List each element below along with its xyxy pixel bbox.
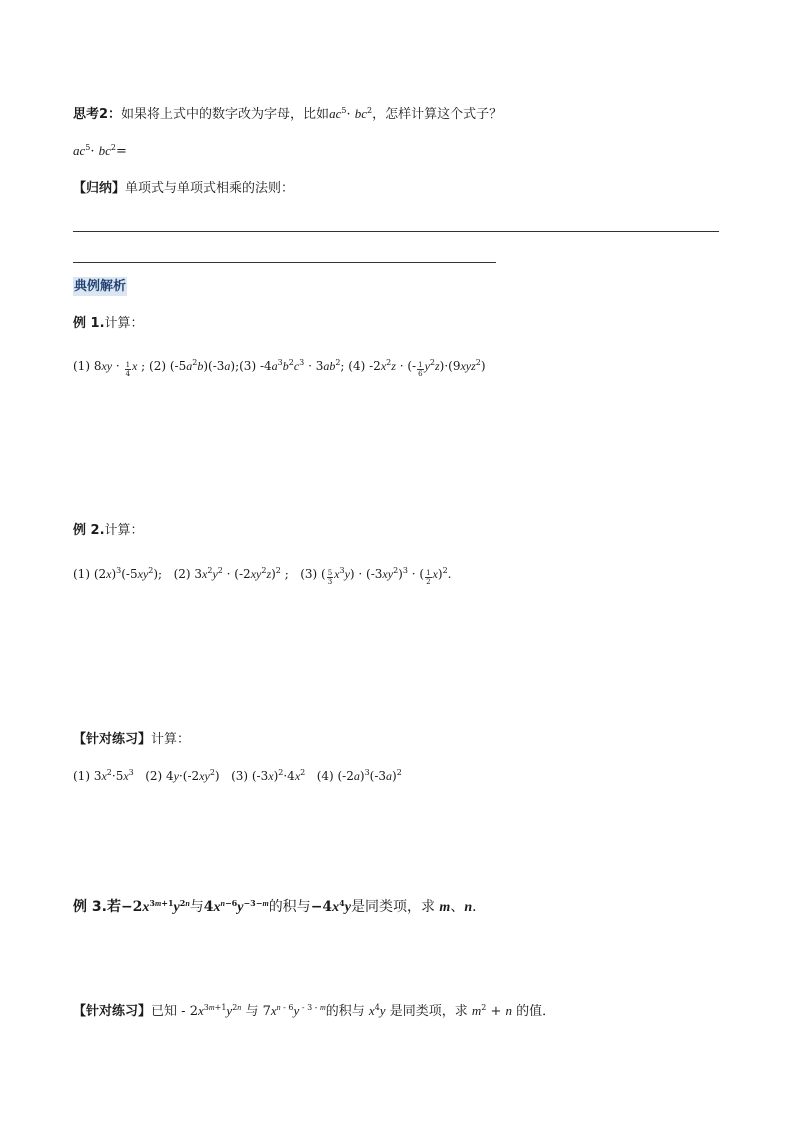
example2-label: 例 2. (73, 523, 105, 538)
example1-label: 例 1. (73, 316, 105, 331)
think2-answer: $ac^5\cdot bc^2=$ (73, 143, 127, 159)
practice1-prompt: 计算： (151, 732, 191, 747)
practice2-label: 【针对练习】 (73, 1004, 152, 1019)
practice2-line: 【针对练习】已知 - $2x^{3m+1}y^{2n}$ 与 $7x^{n - 6}y$ $^{- 3 - m}$的积与 $x^4y$ 是同类项，求 $m^2 + n$ 的值． (73, 1003, 556, 1019)
section-title: 典例解析 (74, 279, 127, 294)
practice1-label: 【针对练习】 (73, 732, 152, 747)
example3-label: 例 3. (73, 899, 107, 915)
example1-heading (73, 315, 144, 333)
answer-blank-line-1 (73, 231, 719, 232)
practice1-item-3: (3) $(-3x)^2\cdot 4x^2$ (231, 768, 306, 783)
think2-text-end: ，怎样计算这个式子？ (372, 107, 503, 122)
example2-item-1: (1) $(2x)^3(-5xy^2)$; (73, 566, 163, 581)
example2-heading (73, 522, 144, 540)
think2-line (73, 105, 502, 124)
practice1-item-2: (2) $4y\cdot(-2xy^2)$ (145, 768, 220, 783)
example1-item-3: (3) $-4a^3b^2c^3 \cdot 3ab^2$; (239, 358, 345, 373)
example2-prompt: 计算： (104, 523, 144, 538)
answer-blank-line-2 (73, 262, 496, 263)
example2-items (73, 565, 451, 586)
think2-expr: $ac^5\cdot bc^2$ (329, 106, 373, 122)
practice1-item-4: (4) $(-2a)^3(-3a)^2$ (316, 768, 402, 783)
example1-item-1: (1) 8xy · $\frac{1}{4}$ x ; (73, 359, 146, 378)
think2-text: 如果将上式中的数字改为字母，比如 (121, 107, 330, 122)
summary-text: 单项式与单项式相乘的法则： (125, 181, 295, 196)
summary-label: 【归纳】 (73, 181, 126, 196)
section-title-line (73, 278, 127, 296)
example3-line: 例 3.若$-2x^{3m+1}y^{2n}$与$4x^{n-6}y^{-3-m}$的积与$-4x^4y$是同类项，求 m、n． (73, 898, 487, 915)
practice1-heading (73, 731, 190, 749)
practice1-item-1: (1) $3x^2\cdot 5x^3$ (73, 768, 134, 783)
example1-prompt: 计算： (104, 316, 144, 331)
think2-label: 思考2： (73, 107, 122, 122)
summary-line (73, 180, 294, 198)
example1-item-2: (2) $(-5a^2b)(-3a)$; (149, 358, 240, 373)
example2-item-3: (3) ( $\frac{5}{3}$ $x^3y) \cdot (-3xy^2)^3$ · ( $\frac{1}{2}$ x)$^2$. (300, 566, 452, 586)
example1-items (73, 357, 486, 378)
example1-item-4: (4) $-2x^2z$ · (- $\frac{1}{6}$ $y^2z)\cdot(9xyz^2)$ (348, 358, 486, 378)
example2-item-2: (2) $3x^2y^2 \cdot (-2xy^2z)^2$ ; (173, 566, 289, 581)
practice1-items (73, 767, 402, 785)
